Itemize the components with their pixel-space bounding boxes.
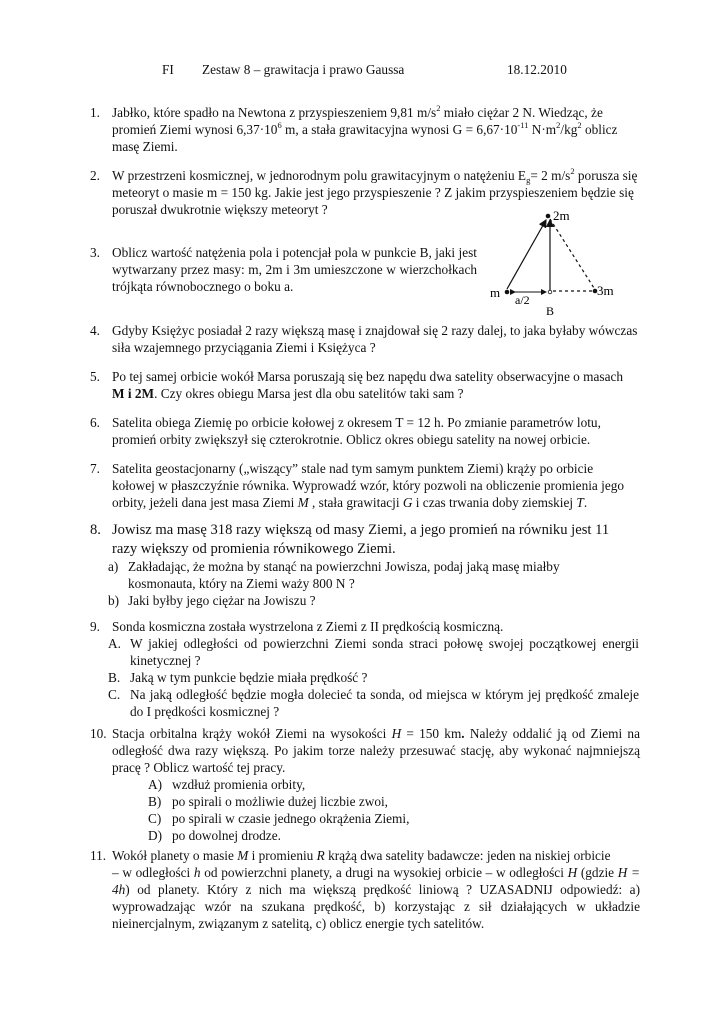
- problem-number: 10.: [90, 726, 107, 741]
- problem-number: 9.: [90, 619, 100, 634]
- subitem-label: A.: [108, 636, 121, 651]
- option-label: B): [148, 794, 162, 809]
- option-list: [148, 776, 448, 844]
- problem-text: Satelita obiega Ziemię po orbicie kołowej z okresem T = 12 h. Po zmianie parametrów lotu, promień orbity zwiększył się czterokrotnie. Oblicz okres obiegu satelity na nowej orbicie.: [112, 415, 601, 447]
- problem-number: 6.: [90, 415, 100, 430]
- option-label: C): [148, 811, 162, 826]
- problem-text: Satelita geostacjonarny („wiszący” stale nad tym samym punktem Ziemi) krąży po orbicie kołowej w płaszczyźnie równika. Wyprowadź wzór, który pozwoli na obliczenie promienia jego orbity, jeżeli dana jest masa Ziemi M , stała grawitacji G i czas trwania doby ziemskiej T.: [112, 461, 625, 510]
- label-m: m: [490, 285, 501, 300]
- problem-text: Jabłko, które spadło na Newtona z przyspieszeniem 9,81 $m/s^2$ miało ciężar 2 N. Wiedząc, że promień Ziemi wynosi $6,37\cdot 10^6$ m, a stała grawitacyjna wynosi $G = 6,67\cdot 10^{-11}$ $N\cdot m^2/kg^2$ oblicz masę Ziemi.: [112, 103, 618, 154]
- option-text: po dowolnej drodze.: [172, 828, 281, 843]
- header: [0, 61, 724, 79]
- option-a: [148, 776, 448, 793]
- problem-number: 5.: [90, 369, 100, 384]
- problem-number: 3.: [90, 245, 100, 260]
- label-half: a/2: [515, 293, 530, 307]
- option-text: po spirali o możliwie dużej liczbie zwoi,: [172, 794, 389, 809]
- option-c: [148, 810, 448, 827]
- subitem-text: Jaki byłby jego ciężar na Jowiszu ?: [128, 593, 316, 608]
- label-b: B: [546, 304, 555, 318]
- side-left: [507, 220, 546, 289]
- problem-text: Jowisz ma masę 318 razy większą od masy Ziemi, a jego promień na równiku jest 11 razy większy od promienia równikowego Ziemi.: [112, 522, 610, 557]
- problem-text: Po tej samej orbicie wokół Marsa poruszają się bez napędu dwa satelity obserwacyjne o masach M i 2M. Czy okres obiegu Marsa jest dla obu satelitów taki sam ?: [112, 369, 624, 401]
- problem-number: 7.: [90, 461, 100, 476]
- subitem-label: C.: [108, 687, 121, 702]
- problem-number: 1.: [90, 105, 100, 120]
- point-b: [548, 290, 552, 294]
- problem-number: 2.: [90, 168, 100, 183]
- option-b: [148, 793, 448, 810]
- problem-number: 4.: [90, 323, 100, 338]
- page-title: Zestaw 8 – grawitacja i prawo Gaussa: [202, 62, 405, 77]
- course-code: FI: [162, 62, 174, 77]
- problem-text: Sonda kosmiczna została wystrzelona z Ziemi z II prędkością kosmiczną.: [112, 619, 504, 634]
- subitem-text: Jaką w tym punkcie będzie miała prędkość ?: [130, 670, 368, 685]
- problem-text: Stacja orbitalna krąży wokół Ziemi na wysokości H = 150 km. Należy oddalić ją od Ziemi na odległość dwa razy większą. Po jakim torze należy przesuwać stację, aby wykonać najmniejszą pracę ? Oblicz wartość tej pracy.: [112, 726, 640, 775]
- problem-text: Oblicz wartość natężenia pola i potencjał pola w punkcie B, jaki jest wytwarzany przez masy: m, 2m i 3m umieszczone w wierzchołkach trójkąta równobocznego o boku a.: [112, 245, 477, 294]
- option-label: A): [148, 777, 163, 792]
- problem-number: 11.: [90, 848, 107, 863]
- triangle-diagram: [486, 206, 626, 318]
- label-3m: 3m: [597, 283, 614, 298]
- mass-m-point: [505, 290, 510, 295]
- subitem-text: Na jaką odległość będzie mogła dolecieć ta sonda, od miejsca w którym jej prędkość zmaleje do I prędkości kosmicznej ?: [130, 687, 639, 719]
- label-2m: 2m: [553, 208, 570, 223]
- subitem-label: a): [108, 559, 119, 574]
- problem-text-rest: – w odległości h od powierzchni planety, a drugi na wysokiej orbicie – w odległości H (gdzie H = 4h) od planety. Który z nich ma większą prędkość liniową ? UZASADNIJ odpowiedź: a) wyprowadzając wzór na szukana prędkość, b) korzystając z sił działających w układzie nieinercjalnym, związanym z satelitą, c) oblicz energie tych satelitów.: [112, 865, 640, 931]
- subitem-label: B.: [108, 670, 121, 685]
- option-text: po spirali w czasie jednego okrążenia Ziemi,: [172, 811, 410, 826]
- problem-text: Gdyby Księżyc posiadał 2 razy większą masę i znajdował się 2 razy dalej, to jaka byłaby wówczas siła wzajemnego przyciągania Ziemi i Księżyca ?: [112, 323, 638, 355]
- subitem-text: Zakładając, że można by stanąć na powierzchni Jowisza, podaj jaką masę miałby kosmonauta, który na Ziemi waży 800 N ?: [128, 559, 560, 591]
- option-text: wzdłuż promienia orbity,: [172, 777, 306, 792]
- mass-2m-point: [546, 214, 551, 219]
- option-label: D): [148, 828, 163, 843]
- option-d: [148, 827, 448, 844]
- side-right-dashed: [550, 219, 594, 288]
- subitem-label: b): [108, 593, 120, 608]
- problem-text: W przestrzeni kosmicznej, w jednorodnym polu grawitacyjnym o natężeniu $E_g= 2$ $m/s^2$ porusza się meteoryt o masie m = 150 kg. Jakie jest jego przyspieszenie ? Z jakim przyspieszeniem będzie się poruszał dwukrotnie większy meteoryt ?: [112, 166, 638, 217]
- date: 18.12.2010: [507, 62, 567, 77]
- subitem-text: W jakiej odległości od powierzchni Ziemi sonda straci połowę swojej początkowej energii kinetycznej ?: [130, 636, 639, 668]
- problem-number: 8.: [90, 522, 101, 538]
- problem-text-line1: Wokół planety o masie M i promieniu R krążą dwa satelity badawcze: jeden na niskiej orbicie: [112, 848, 611, 863]
